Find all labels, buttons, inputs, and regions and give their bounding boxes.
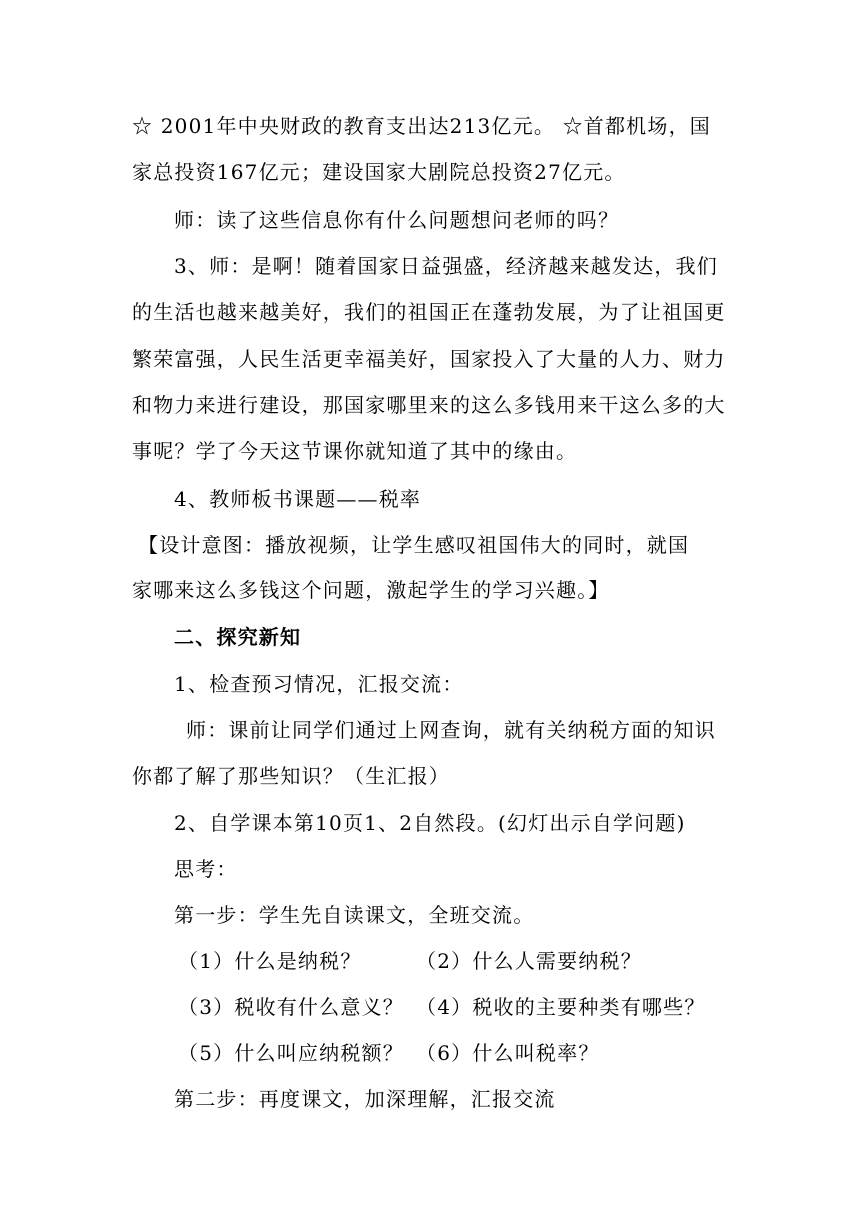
question-item: （1）什么是纳税？ (178, 949, 362, 973)
paragraph-line: 和物力来进行建设，那国家哪里来的这么多钱用来干这么多的大 (132, 393, 726, 417)
question-item: （4）税收的主要种类有哪些？ (416, 995, 706, 1019)
question-item: （6）什么叫税率？ (416, 1041, 600, 1065)
question-item: （5）什么叫应纳税额？ (178, 1041, 404, 1065)
paragraph-line: 2、自学课本第10页1、2自然段。(幻灯出示自学问题) (174, 811, 686, 835)
paragraph-line: 1、检查预习情况，汇报交流： (174, 672, 464, 696)
question-row (178, 995, 778, 1019)
paragraph-line: 师：读了这些信息你有什么问题想问老师的吗？ (174, 208, 620, 232)
section-heading: 二、探究新知 (174, 625, 302, 649)
design-intent-line: 【设计意图：播放视频，让学生感叹祖国伟大的同时，就国 (138, 533, 690, 557)
question-item: （3）税收有什么意义？ (178, 995, 404, 1019)
paragraph-line: 3、师：是啊！随着国家日益强盛，经济越来越发达，我们 (174, 254, 718, 278)
paragraph-line: 繁荣富强，人民生活更幸福美好，国家投入了大量的人力、财力 (132, 347, 726, 371)
paragraph-line: 家总投资167亿元；建设国家大剧院总投资27亿元。 (132, 160, 626, 184)
paragraph-line: 4、教师板书课题——税率 (174, 487, 422, 511)
paragraph-line: 第一步：学生先自读课文，全班交流。 (174, 903, 535, 927)
question-item: （2）什么人需要纳税？ (416, 949, 642, 973)
paragraph-line: 思考： (174, 857, 238, 881)
paragraph-line: ☆ 2001年中央财政的教育支出达213亿元。 ☆首都机场，国 (132, 114, 711, 138)
question-row (178, 949, 778, 973)
paragraph-line: 的生活也越来越美好，我们的祖国正在蓬勃发展，为了让祖国更 (132, 300, 726, 324)
paragraph-line: 事呢？学了今天这节课你就知道了其中的缘由。 (132, 439, 578, 463)
paragraph-line: 你都了解了那些知识？（生汇报） (132, 764, 450, 788)
design-intent-line: 家哪来这么多钱这个问题，激起学生的学习兴趣。】 (132, 578, 610, 602)
question-row (178, 1041, 778, 1065)
paragraph-line: 师：课前让同学们通过上网查询，就有关纳税方面的知识 (186, 718, 716, 742)
paragraph-line: 第二步：再度课文，加深理解，汇报交流 (174, 1087, 556, 1111)
